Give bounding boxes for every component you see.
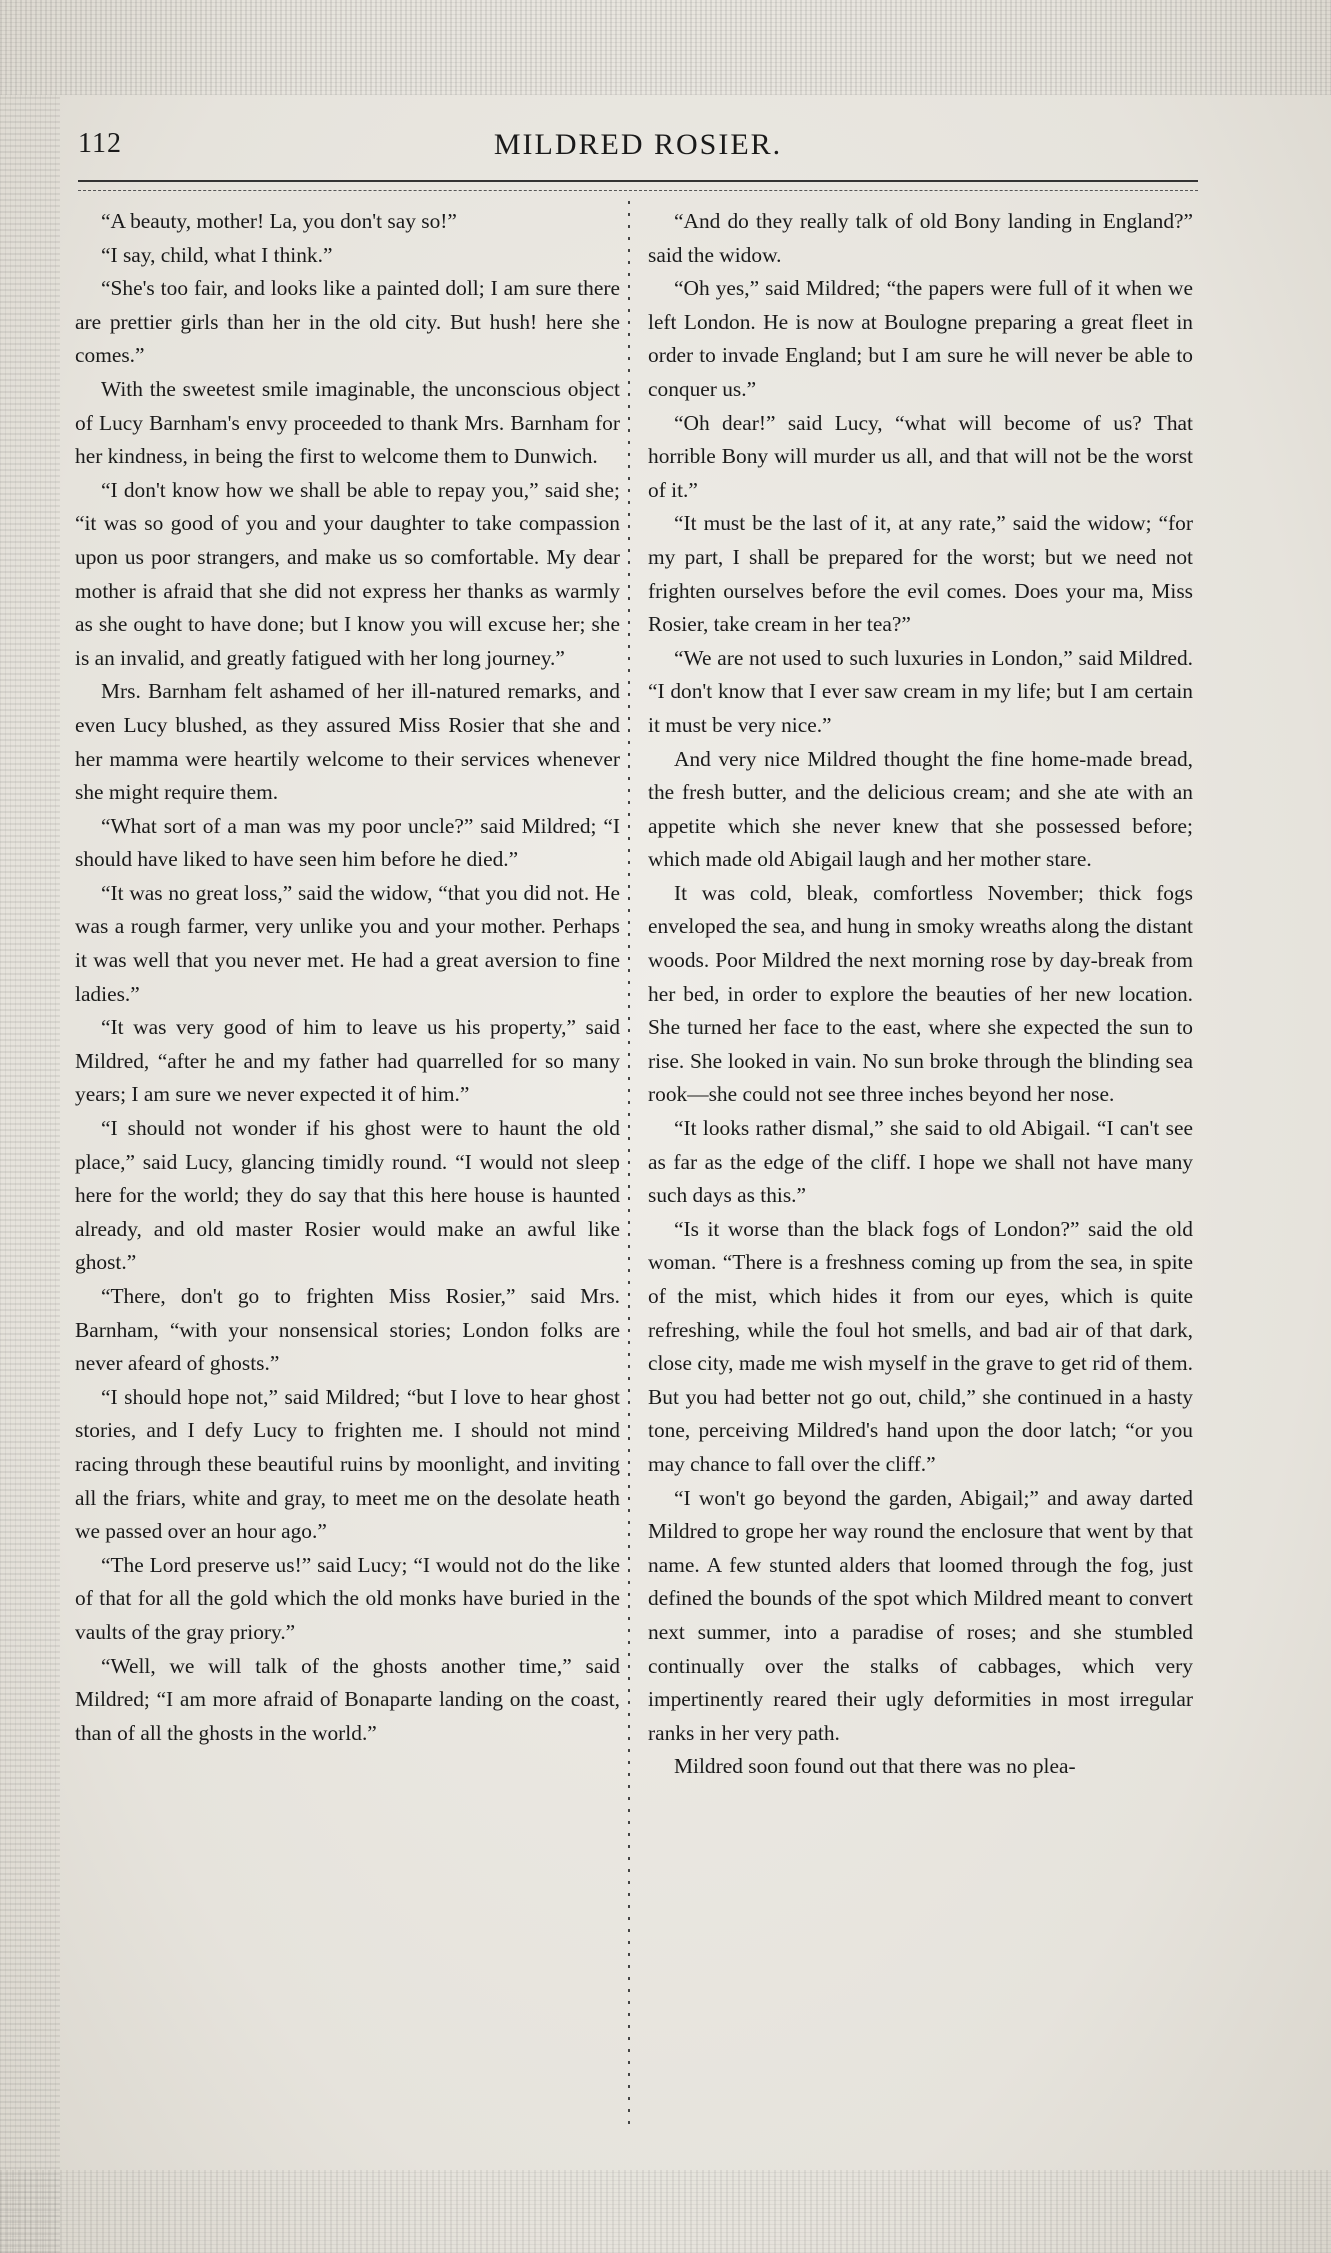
paragraph: “Oh dear!” said Lucy, “what will become of us? That horrible Bony will murder us all, and that will not be the worst of it.” [648, 410, 1193, 502]
left-column [75, 205, 620, 2125]
paragraph: It was cold, bleak, comfortless November; thick fogs enveloped the sea, and hung in smoky wreaths along the distant woods. Poor Mildred the next morning rose by day-break from her bed, in order to explore the beauties of her new location. She turned her face to the east, where she expected the sun to rise. She looked in vain. No sun broke through the blinding sea rook—she could not see three inches beyond her nose. [648, 880, 1193, 1107]
paragraph: “I say, child, what I think.” [101, 242, 333, 267]
paragraph: “Oh yes,” said Mildred; “the papers were full of it when we left London. He is now at Boulogne preparing a great fleet in order to invade England; but I am sure he will never be able to conquer us.” [648, 276, 1193, 401]
scan-noise-top [0, 0, 1331, 95]
paragraph: “The Lord preserve us!” said Lucy; “I would not do the like of that for all the gold which the old monks have buried in the vaults of the gray priory.” [75, 1552, 620, 1644]
paragraph: “I should not wonder if his ghost were to haunt the old place,” said Lucy, glancing timidly round. “I would not sleep here for the world; they do say that this here house is haunted already, and old master Rosier would make an awful like ghost.” [75, 1116, 620, 1275]
header-rule [78, 180, 1198, 191]
paragraph: “It looks rather dismal,” she said to old Abigail. “I can't see as far as the edge of the cliff. I hope we shall not have many such days as this.” [648, 1116, 1193, 1208]
page-number: 112 [78, 128, 122, 159]
scan-noise-left [0, 95, 60, 2253]
right-column [648, 205, 1193, 2125]
paragraph: “A beauty, mother! La, you don't say so!” [101, 209, 457, 233]
paragraph: “Well, we will talk of the ghosts another time,” said Mildred; “I am more afraid of Bonaparte landing on the coast, than of all the ghosts in the world.” [75, 1653, 620, 1745]
paragraph: “She's too fair, and looks like a painted doll; I am sure there are prettier girls than her in the old city. But hush! here she comes.” [75, 276, 620, 368]
paragraph: “I should hope not,” said Mildred; “but I love to hear ghost stories, and I defy Lucy to frighten me. I should not mind racing through these beautiful ruins by moonlight, and inviting all the friars, white and gray, to meet me on the desolate heath we passed over an hour ago.” [75, 1384, 620, 1544]
scan-noise-bottom [0, 2170, 1331, 2253]
paragraph: “There, don't go to frighten Miss Rosier,” said Mrs. Barnham, “with your nonsensical stories; London folks are never afeard of ghosts.” [75, 1284, 620, 1376]
paragraph: “And do they really talk of old Bony landing in England?” said the widow. [648, 209, 1193, 267]
page-header [78, 128, 1198, 172]
paragraph: “I don't know how we shall be able to repay you,” said she; “it was so good of you and your daughter to take compassion upon us poor strangers, and make us so comfortable. My dear mother is afraid that she did not express her thanks as warmly as she ought to have done; but I know you will excuse her; she is an invalid, and greatly fatigued with her long journey.” [75, 477, 620, 670]
paragraph: “It was no great loss,” said the widow, “that you did not. He was a rough farmer, very unlike you and your mother. Perhaps it was well that you never met. He had a great aversion to fine ladies.” [75, 880, 620, 1006]
paragraph: With the sweetest smile imaginable, the unconscious object of Lucy Barnham's envy proceeded to thank Mrs. Barnham for her kindness, in being the first to welcome them to Dunwich. [75, 376, 620, 469]
paragraph: Mrs. Barnham felt ashamed of her ill-natured remarks, and even Lucy blushed, as they assured Miss Rosier that she and her mamma were heartily welcome to their services whenever she might require them. [75, 679, 620, 805]
paragraph: “It must be the last of it, at any rate,” said the widow; “for my part, I shall be prepared for the worst; but we need not frighten ourselves before the evil comes. Does your ma, Miss Rosier, take cream in her tea?” [648, 511, 1193, 637]
column-divider [624, 200, 634, 2130]
paragraph: “What sort of a man was my poor uncle?” said Mildred; “I should have liked to have seen him before he died.” [75, 813, 620, 872]
paragraph: “I won't go beyond the garden, Abigail;” and away darted Mildred to grope her way round the enclosure that went by that name. A few stunted alders that loomed through the fog, just defined the bounds of the spot which Mildred meant to convert next summer, into a paradise of roses; and she stumbled continually over the stalks of cabbages, which very impertinently reared their ugly deformities in most irregular ranks in her very path. [648, 1485, 1193, 1745]
paragraph: “Is it worse than the black fogs of London?” said the old woman. “There is a freshness coming up from the sea, in spite of the mist, which hides it from our eyes, which is quite refreshing, while the foul hot smells, and bad air of that dark, close city, made me wish myself in the grave to get rid of them. But you had better not go out, child,” she continued in a hasty tone, perceiving Mildred's hand upon the door latch; “or you may chance to fall over the cliff.” [648, 1216, 1193, 1476]
running-title: MILDRED ROSIER. [493, 128, 783, 161]
paragraph: Mildred soon found out that there was no plea- [674, 1754, 1076, 1779]
paragraph: “It was very good of him to leave us his property,” said Mildred, “after he and my father had quarrelled for so many years; I am sure we never expected it of him.” [75, 1015, 620, 1107]
paragraph: “We are not used to such luxuries in London,” said Mildred. “I don't know that I ever saw cream in my life; but I am certain it must be very nice.” [648, 645, 1193, 737]
paragraph: And very nice Mildred thought the fine home-made bread, the fresh butter, and the delicious cream; and she ate with an appetite which she never knew that she possessed before; which made old Abigail laugh and her mother stare. [648, 746, 1193, 872]
